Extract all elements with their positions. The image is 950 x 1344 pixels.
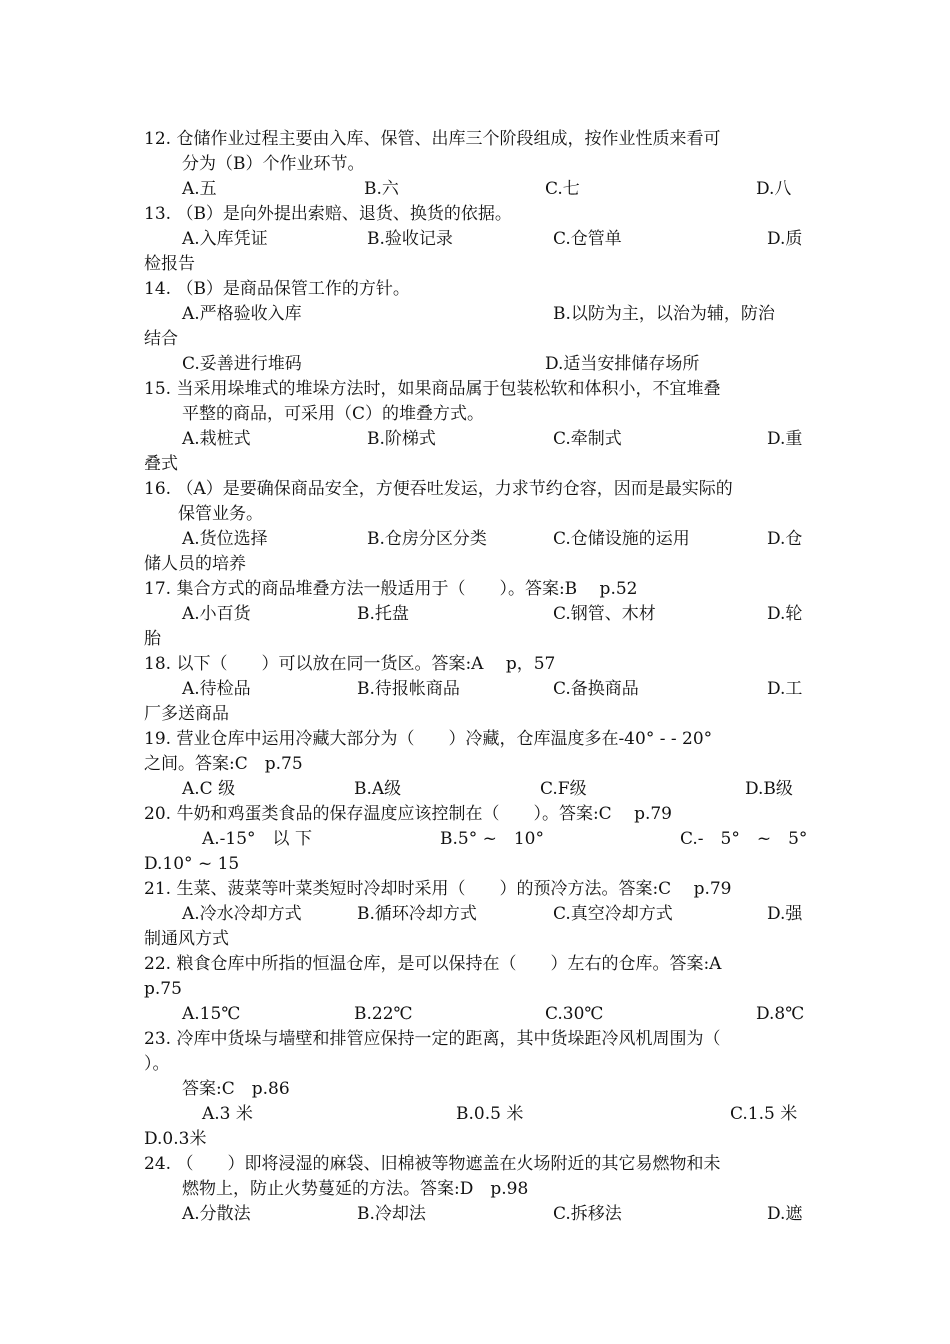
question-15-stem-line-2: 平整的商品，可采用（C）的堆叠方式。 [182, 404, 485, 424]
question-16-option-d-wrap: 储人员的培养 [144, 554, 246, 574]
question-22-stem-line-2: p.75 [144, 979, 182, 999]
question-21-option-d: D.强 [767, 904, 803, 924]
question-19-stem-line-1: 19. 营业仓库中运用冷藏大部分为（ ）冷藏，仓库温度多在-40° - - 20° [144, 729, 713, 749]
question-14-option-a: A.严格验收入库 [182, 304, 302, 324]
question-16-option-d: D.仓 [767, 529, 803, 549]
question-12-stem-line-2: 分为（B）个作业环节。 [182, 154, 365, 174]
question-23-option-a: A.3 米 [202, 1104, 253, 1124]
question-23-stem-line-1: 23. 冷库中货垛与墙壁和排管应保持一定的距离，其中货垛距冷风机周围为（ [144, 1029, 721, 1049]
question-23-answer: 答案:C p.86 [182, 1079, 290, 1099]
question-16-stem-line-1: 16. （A）是要确保商品安全，方便吞吐发运，力求节约仓容，因而是最实际的 [144, 479, 733, 499]
question-19-option-d: D.B级 [745, 779, 793, 799]
question-18-option-d-wrap: 厂多送商品 [144, 704, 229, 724]
question-15-stem-line-1: 15. 当采用垛堆式的堆垛方法时，如果商品属于包装松软和体积小，不宜堆叠 [144, 379, 721, 399]
question-13-option-d: D.质 [767, 229, 803, 249]
question-17-option-c: C.钢管、木材 [553, 604, 656, 624]
question-14-option-b: B.以防为主，以治为辅，防治 [553, 304, 775, 324]
question-13-option-d-wrap: 检报告 [144, 254, 195, 274]
question-16-stem-line-2: 保管业务。 [178, 504, 263, 524]
question-24-option-a: A.分散法 [182, 1204, 251, 1224]
question-16-option-a: A.货位选择 [182, 529, 268, 549]
question-15-option-c: C.牵制式 [553, 429, 622, 449]
question-22-option-d: D.8℃ [756, 1004, 805, 1024]
question-22-stem-line-1: 22. 粮食仓库中所指的恒温仓库，是可以保持在（ ）左右的仓库。答案:A [144, 954, 722, 974]
question-15-option-a: A.栽桩式 [182, 429, 251, 449]
question-21-option-d-wrap: 制通风方式 [144, 929, 229, 949]
question-17-option-b: B.托盘 [357, 604, 409, 624]
question-24-stem-line-1: 24. （ ）即将浸湿的麻袋、旧棉被等物遮盖在火场附近的其它易燃物和未 [144, 1154, 721, 1174]
question-21-option-b: B.循环冷却方式 [357, 904, 477, 924]
question-24-option-b: B.冷却法 [357, 1204, 426, 1224]
question-17-option-a: A.小百货 [182, 604, 251, 624]
question-21-option-a: A.冷水冷却方式 [182, 904, 302, 924]
question-13-stem-line-1: 13. （B）是向外提出索赔、退货、换货的依据。 [144, 204, 512, 224]
question-19-option-a: A.C 级 [182, 779, 236, 799]
question-18-option-c: C.备换商品 [553, 679, 639, 699]
question-24-stem-line-2: 燃物上，防止火势蔓延的方法。答案:D p.98 [182, 1179, 529, 1199]
question-17-option-d-wrap: 胎 [144, 629, 161, 649]
question-23-option-d: D.0.3米 [144, 1129, 207, 1149]
question-17-stem-line-1: 17. 集合方式的商品堆叠方法一般适用于（ ）。答案:B p.52 [144, 579, 638, 599]
question-19-stem-line-2: 之间。答案:C p.75 [144, 754, 303, 774]
question-18-stem-line-1: 18. 以下（ ）可以放在同一货区。答案:A p，57 [144, 654, 556, 674]
question-14-option-c: C.妥善进行堆码 [182, 354, 302, 374]
question-24-option-c: C.拆移法 [553, 1204, 622, 1224]
question-13-option-b: B.验收记录 [367, 229, 453, 249]
question-15-option-d-wrap: 叠式 [144, 454, 178, 474]
question-21-option-c: C.真空冷却方式 [553, 904, 673, 924]
question-18-option-b: B.待报帐商品 [357, 679, 460, 699]
question-23-option-b: B.0.5 米 [456, 1104, 524, 1124]
question-20-option-b: B.5° ~ 10° [440, 829, 544, 849]
question-14-option-b-wrap: 结合 [144, 329, 178, 349]
question-23-option-c: C.1.5 米 [730, 1104, 798, 1124]
question-22-option-a: A.15℃ [182, 1004, 241, 1024]
question-20-option-c: C.- 5° ~ 5° [680, 829, 808, 849]
question-12-option-a: A.五 [182, 179, 217, 199]
question-12-stem-line-1: 12. 仓储作业过程主要由入库、保管、出库三个阶段组成，按作业性质来看可 [144, 129, 721, 149]
question-12-option-c: C.七 [545, 179, 580, 199]
question-20-option-a: A.-15° 以 下 [202, 829, 312, 849]
question-19-option-b: B.A级 [354, 779, 402, 799]
question-20-stem-line-1: 20. 牛奶和鸡蛋类食品的保存温度应该控制在（ ）。答案:C p.79 [144, 804, 672, 824]
question-16-option-c: C.仓储设施的运用 [553, 529, 690, 549]
question-16-option-b: B.仓房分区分类 [367, 529, 487, 549]
question-22-option-c: C.30℃ [545, 1004, 604, 1024]
question-22-option-b: B.22℃ [354, 1004, 413, 1024]
question-13-option-a: A.入库凭证 [182, 229, 268, 249]
question-21-stem-line-1: 21. 生菜、菠菜等叶菜类短时冷却时采用（ ）的预冷方法。答案:C p.79 [144, 879, 732, 899]
question-19-option-c: C.F级 [540, 779, 587, 799]
question-23-stem-line-2: ）。 [144, 1054, 170, 1074]
question-15-option-b: B.阶梯式 [367, 429, 436, 449]
question-24-option-d: D.遮 [767, 1204, 803, 1224]
question-17-option-d: D.轮 [767, 604, 803, 624]
question-15-option-d: D.重 [767, 429, 803, 449]
question-12-option-d: D.八 [756, 179, 792, 199]
question-20-option-d: D.10° ~ 15 [144, 854, 240, 874]
question-18-option-d: D.工 [767, 679, 803, 699]
question-13-option-c: C.仓管单 [553, 229, 622, 249]
question-14-option-d: D.适当安排储存场所 [545, 354, 700, 374]
question-14-stem-line-1: 14. （B）是商品保管工作的方针。 [144, 279, 410, 299]
question-12-option-b: B.六 [364, 179, 399, 199]
question-18-option-a: A.待检品 [182, 679, 251, 699]
